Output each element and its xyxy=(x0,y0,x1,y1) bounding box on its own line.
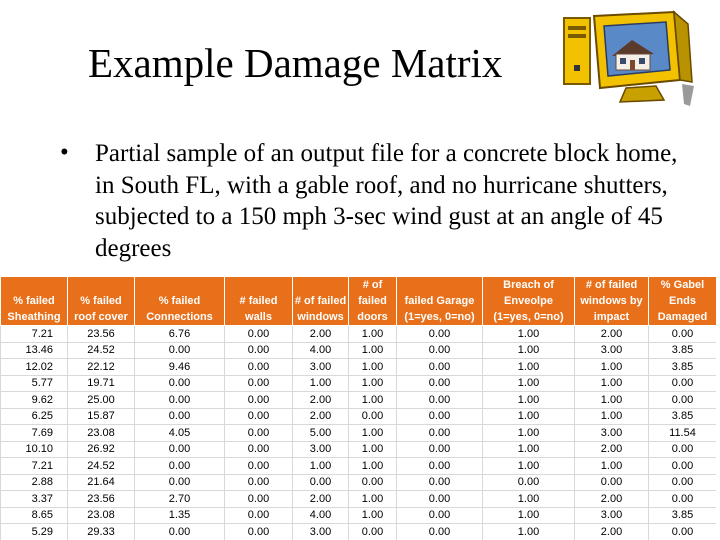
table-cell: 0.00 xyxy=(397,392,483,409)
table-cell: 1.00 xyxy=(293,375,349,392)
column-header: # of failed windows by impact xyxy=(575,277,649,326)
table-cell: 1.00 xyxy=(349,441,397,458)
table-cell: 1.00 xyxy=(575,392,649,409)
column-header: % failed Sheathing xyxy=(1,277,68,326)
table-cell: 0.00 xyxy=(225,491,293,508)
table-cell: 1.00 xyxy=(293,458,349,475)
table-cell: 1.00 xyxy=(349,458,397,475)
table-cell: 8.65 xyxy=(1,507,68,524)
table-cell: 1.00 xyxy=(575,359,649,376)
table-cell: 3.00 xyxy=(575,425,649,442)
table-cell: 0.00 xyxy=(397,408,483,425)
table-cell: 2.00 xyxy=(575,326,649,343)
table-cell: 1.00 xyxy=(575,458,649,475)
table-cell: 1.00 xyxy=(349,326,397,343)
table-cell: 24.52 xyxy=(68,342,135,359)
table-cell: 0.00 xyxy=(135,458,225,475)
column-header: Breach of Enveolpe (1=yes, 0=no) xyxy=(483,277,575,326)
table-cell: 11.54 xyxy=(649,425,717,442)
table-cell: 3.00 xyxy=(575,507,649,524)
table-cell: 0.00 xyxy=(135,342,225,359)
table-cell: 1.00 xyxy=(483,507,575,524)
table-cell: 0.00 xyxy=(225,342,293,359)
table-cell: 3.00 xyxy=(575,342,649,359)
table-cell: 23.56 xyxy=(68,326,135,343)
table-row xyxy=(1,458,717,475)
table-cell: 0.00 xyxy=(649,392,717,409)
table-cell: 1.35 xyxy=(135,507,225,524)
table-cell: 1.00 xyxy=(483,491,575,508)
table-cell: 21.64 xyxy=(68,474,135,491)
table-cell: 0.00 xyxy=(349,474,397,491)
table-cell: 2.00 xyxy=(575,491,649,508)
table-cell: 0.00 xyxy=(649,474,717,491)
table-cell: 9.46 xyxy=(135,359,225,376)
table-cell: 5.29 xyxy=(1,524,68,540)
table-cell: 1.00 xyxy=(349,425,397,442)
table-cell: 1.00 xyxy=(349,375,397,392)
table-row xyxy=(1,375,717,392)
table-cell: 7.21 xyxy=(1,326,68,343)
table-cell: 0.00 xyxy=(649,375,717,392)
table-cell: 4.05 xyxy=(135,425,225,442)
table-cell: 3.85 xyxy=(649,342,717,359)
computer-house-icon xyxy=(556,10,696,110)
table-cell: 0.00 xyxy=(397,524,483,540)
table-cell: 1.00 xyxy=(483,524,575,540)
table-cell: 4.00 xyxy=(293,342,349,359)
table-cell: 3.85 xyxy=(649,359,717,376)
table-cell: 1.00 xyxy=(483,359,575,376)
table-cell: 1.00 xyxy=(349,491,397,508)
table-cell: 0.00 xyxy=(293,474,349,491)
table-cell: 0.00 xyxy=(135,441,225,458)
table-cell: 0.00 xyxy=(649,524,717,540)
table-cell: 1.00 xyxy=(349,342,397,359)
table-cell: 0.00 xyxy=(397,441,483,458)
damage-matrix-table xyxy=(0,276,716,540)
table-cell: 10.10 xyxy=(1,441,68,458)
table-cell: 0.00 xyxy=(397,375,483,392)
column-header: % failed roof cover xyxy=(68,277,135,326)
column-header: failed Garage (1=yes, 0=no) xyxy=(397,277,483,326)
table-cell: 1.00 xyxy=(483,441,575,458)
table-cell: 0.00 xyxy=(225,359,293,376)
table-cell: 0.00 xyxy=(483,474,575,491)
table-cell: 23.08 xyxy=(68,507,135,524)
table-cell: 0.00 xyxy=(135,474,225,491)
table-cell: 0.00 xyxy=(649,458,717,475)
table-cell: 3.85 xyxy=(649,507,717,524)
table-cell: 1.00 xyxy=(483,458,575,475)
table-cell: 0.00 xyxy=(135,408,225,425)
table-cell: 15.87 xyxy=(68,408,135,425)
table-cell: 0.00 xyxy=(135,392,225,409)
table-cell: 0.00 xyxy=(349,408,397,425)
table-cell: 7.69 xyxy=(1,425,68,442)
table-row xyxy=(1,507,717,524)
table-row xyxy=(1,474,717,491)
table-cell: 1.00 xyxy=(483,408,575,425)
column-header: # of failed doors xyxy=(349,277,397,326)
table-cell: 3.00 xyxy=(293,359,349,376)
table-cell: 26.92 xyxy=(68,441,135,458)
table-cell: 1.00 xyxy=(483,375,575,392)
column-header: # of failed windows xyxy=(293,277,349,326)
table-cell: 3.00 xyxy=(293,441,349,458)
table-cell: 0.00 xyxy=(649,326,717,343)
table-cell: 1.00 xyxy=(349,359,397,376)
table-cell: 0.00 xyxy=(225,458,293,475)
table-row xyxy=(1,326,717,343)
table-cell: 6.25 xyxy=(1,408,68,425)
table-cell: 2.00 xyxy=(293,491,349,508)
table-cell: 1.00 xyxy=(349,507,397,524)
table-cell: 0.00 xyxy=(397,491,483,508)
table-row xyxy=(1,392,717,409)
table-cell: 0.00 xyxy=(397,359,483,376)
table-cell: 4.00 xyxy=(293,507,349,524)
table-cell: 2.00 xyxy=(293,392,349,409)
column-header: % failed Connections xyxy=(135,277,225,326)
table-cell: 3.37 xyxy=(1,491,68,508)
table-cell: 0.00 xyxy=(135,375,225,392)
table-cell: 0.00 xyxy=(397,326,483,343)
table-cell: 1.00 xyxy=(483,392,575,409)
table-cell: 1.00 xyxy=(575,408,649,425)
table-cell: 5.77 xyxy=(1,375,68,392)
table-cell: 0.00 xyxy=(397,342,483,359)
table-cell: 2.70 xyxy=(135,491,225,508)
column-header: % Gabel Ends Damaged xyxy=(649,277,717,326)
bullet-marker: • xyxy=(60,139,69,166)
table-cell: 24.52 xyxy=(68,458,135,475)
bullet-text: Partial sample of an output file for a concrete block home, in South FL, with a gable roof, and no hurricane shutters, subjected to a 150 mph 3-sec wind gust at an angle of 45 degrees xyxy=(95,140,678,262)
table-cell: 0.00 xyxy=(225,425,293,442)
table-cell: 1.00 xyxy=(575,375,649,392)
table-row xyxy=(1,524,717,540)
table-cell: 1.00 xyxy=(349,392,397,409)
table-cell: 0.00 xyxy=(397,425,483,442)
table-cell: 23.56 xyxy=(68,491,135,508)
table-row xyxy=(1,408,717,425)
table-cell: 0.00 xyxy=(649,441,717,458)
table-row xyxy=(1,441,717,458)
table-cell: 0.00 xyxy=(575,474,649,491)
table-cell: 0.00 xyxy=(225,507,293,524)
table-cell: 1.00 xyxy=(483,326,575,343)
table-cell: 2.00 xyxy=(293,408,349,425)
table-cell: 1.00 xyxy=(483,342,575,359)
table-cell: 0.00 xyxy=(225,375,293,392)
table-cell: 3.00 xyxy=(293,524,349,540)
table-cell: 2.00 xyxy=(575,441,649,458)
table-cell: 13.46 xyxy=(1,342,68,359)
table-cell: 12.02 xyxy=(1,359,68,376)
table-cell: 25.00 xyxy=(68,392,135,409)
table-header-row xyxy=(1,277,717,326)
table-cell: 0.00 xyxy=(225,474,293,491)
slide-title: Example Damage Matrix xyxy=(88,40,503,86)
table-cell: 0.00 xyxy=(225,441,293,458)
table-cell: 3.85 xyxy=(649,408,717,425)
table-cell: 0.00 xyxy=(225,392,293,409)
table-row xyxy=(1,359,717,376)
table-cell: 0.00 xyxy=(135,524,225,540)
table-cell: 7.21 xyxy=(1,458,68,475)
table-cell: 9.62 xyxy=(1,392,68,409)
table-cell: 0.00 xyxy=(397,507,483,524)
column-header: # failed walls xyxy=(225,277,293,326)
table-row xyxy=(1,425,717,442)
table-cell: 0.00 xyxy=(349,524,397,540)
table-body xyxy=(1,326,717,540)
table-cell: 23.08 xyxy=(68,425,135,442)
table-row xyxy=(1,342,717,359)
table-cell: 1.00 xyxy=(483,425,575,442)
table-cell: 19.71 xyxy=(68,375,135,392)
table-cell: 2.00 xyxy=(575,524,649,540)
table-cell: 22.12 xyxy=(68,359,135,376)
table-cell: 5.00 xyxy=(293,425,349,442)
table-cell: 2.88 xyxy=(1,474,68,491)
table-cell: 0.00 xyxy=(225,524,293,540)
table-cell: 0.00 xyxy=(397,474,483,491)
table-cell: 6.76 xyxy=(135,326,225,343)
table-row xyxy=(1,491,717,508)
table-cell: 0.00 xyxy=(397,458,483,475)
table-cell: 0.00 xyxy=(649,491,717,508)
table-cell: 29.33 xyxy=(68,524,135,540)
table-cell: 0.00 xyxy=(225,408,293,425)
table-cell: 0.00 xyxy=(225,326,293,343)
table-cell: 2.00 xyxy=(293,326,349,343)
